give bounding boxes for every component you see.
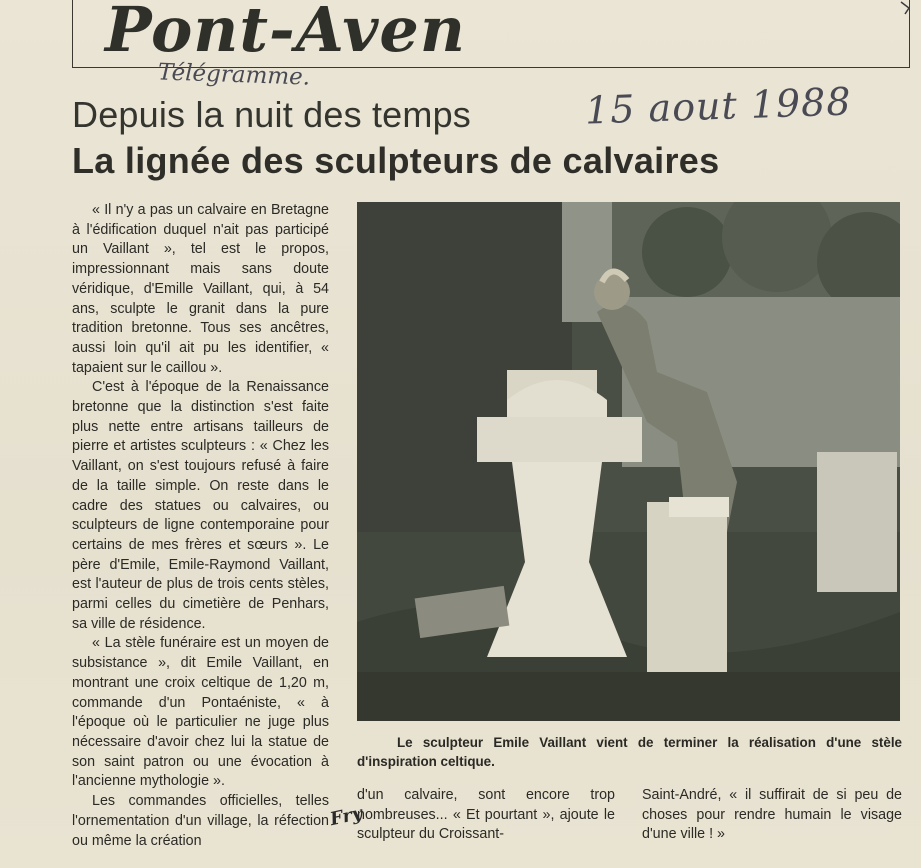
article-headline: La lignée des sculpteurs de calvaires [72,140,720,181]
article-kicker: Depuis la nuit des temps [72,94,472,135]
masthead-title: Pont-Aven [105,0,466,66]
handwritten-initials: Fry [328,802,365,831]
paragraph: Saint-André, « il suffirait de si peu de choses pour rendre humain le visage d'une ville ! » [642,787,902,843]
handwritten-source: Télégramme. [157,59,311,91]
pen-mark [899,0,913,18]
article-photo [357,202,900,721]
handwritten-date: 15 aout 1988 [584,79,853,133]
paragraph: « Il n'y a pas un calvaire en Bretagne à l'édification duquel n'ait pas participé un Vaillant », tel est le propos, impressionnant mais sans doute véridique, d'Emille Vaillant, qui, à 54 ans, sculpte le granit dans la pure tradition bretonne. Tous ses ancêtres, aussi loin qu'il ait pu les identifier, « tapaient sur le caillou ». [72,202,329,376]
sculptor-photo-illustration [357,202,900,721]
paragraph: d'un calvaire, sont encore trop nombreuses... « Et pourtant », ajoute le sculpteur du Croissant- [357,787,615,843]
masthead-box [72,0,910,68]
paragraph: « La stèle funéraire est un moyen de subsistance », dit Emile Vaillant, en montrant une croix celtique de 1,20 m, commande d'un Pontaéniste, « à l'époque où le particulier ne juge plus nécessaire d'avoir chez lui la statue de son saint patron ou une évocation à l'ancienne mythologie ». [72,635,329,790]
paragraph: Les commandes officielles, telles l'ornementation d'un village, la réfection ou même la création [72,793,329,849]
article-column-2 [357,786,615,845]
article-column-3 [642,786,902,845]
article-column-1 [72,201,329,851]
photo-caption: Le sculpteur Emile Vaillant vient de terminer la réalisation d'une stèle d'inspiration celtique. [357,735,902,769]
paragraph: C'est à l'époque de la Renaissance bretonne que la distinction s'est faite plus nette entre artisans tailleurs de pierre et artistes sculpteurs : « Chez les Vaillant, on s'est toujours refusé à faire de la taille simple. On reste dans le cadre des statues ou calvaires, ou sculpteurs de ligne contemporaine pour certains de mes frères et sœurs ». Le père d'Emile, Emile-Raymond Vaillant, est l'auteur de plus de trois cents stèles, parmi celles du cimetière de Penhars, sa ville de résidence. [72,379,329,632]
